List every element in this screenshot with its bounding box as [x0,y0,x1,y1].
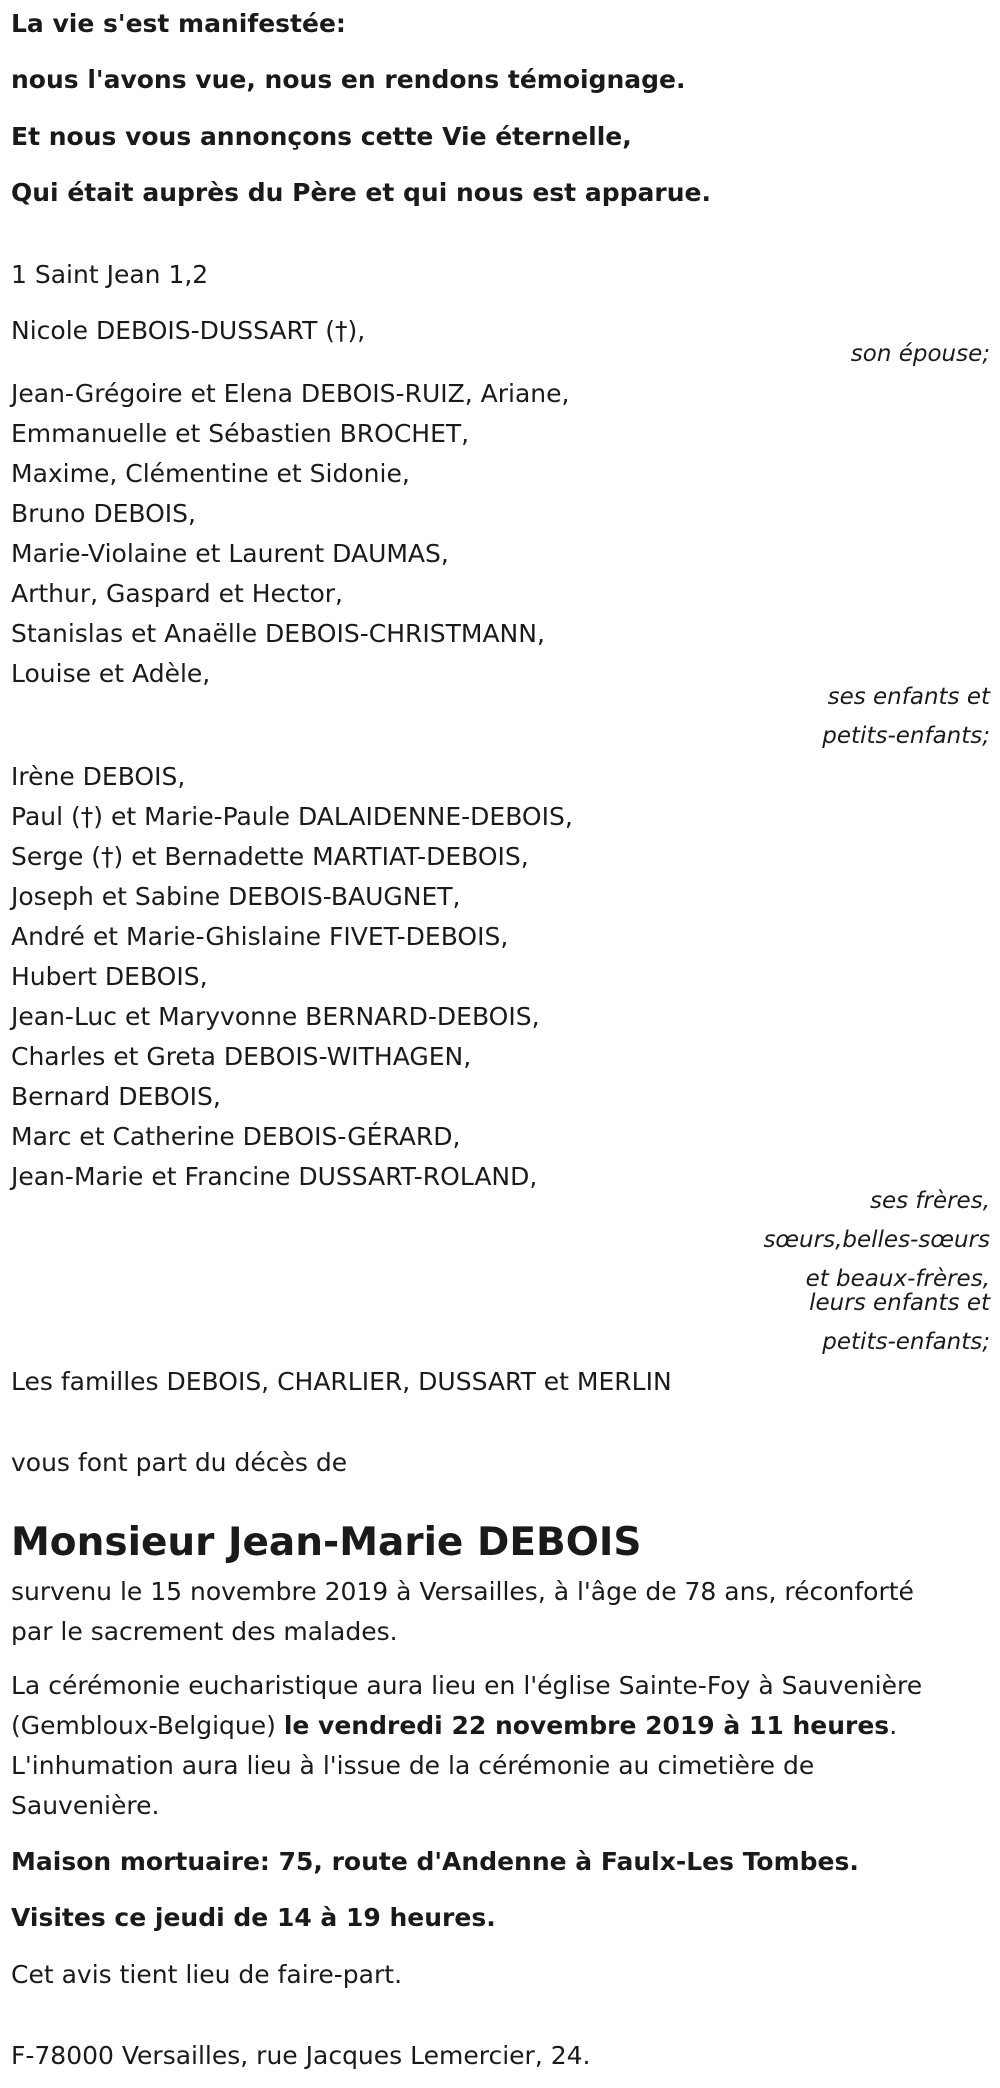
ceremony-date: le vendredi 22 novembre 2019 à 11 heures [283,1711,890,1740]
death-detail-line: survenu le 15 novembre 2019 à Versailles, à l'âge de 78 ans, réconforté [11,1577,914,1606]
verse-line-1: La vie s'est manifestée: [11,9,346,38]
families-line: Les familles DEBOIS, CHARLIER, DUSSART et MERLIN [11,1367,672,1396]
spouse-role: son épouse; [850,341,990,367]
deceased-name: Monsieur Jean-Marie DEBOIS [11,1520,642,1565]
child-line: Arthur, Gaspard et Hector, [11,579,343,608]
child-line: Louise et Adèle, [11,659,211,688]
avis-note: Cet avis tient lieu de faire-part. [11,1960,403,1989]
ceremony-line-2 [11,1706,897,1746]
child-line: Maxime, Clémentine et Sidonie, [11,459,410,488]
ceremony-period: . [889,1711,898,1740]
child-line: Jean-Grégoire et Elena DEBOIS-RUIZ, Ariane, [11,379,570,408]
death-detail-line: par le sacrement des malades. [11,1617,398,1646]
visites: Visites ce jeudi de 14 à 19 heures. [11,1903,496,1932]
sibling-line: Serge (†) et Bernadette MARTIAT-DEBOIS, [11,842,529,871]
siblings-role: et beaux-frères, [805,1266,990,1292]
sibling-line: Jean-Marie et Francine DUSSART-ROLAND, [11,1162,538,1191]
sibling-line: Paul (†) et Marie-Paule DALAIDENNE-DEBOIS, [11,802,573,831]
verse-line-3: Et nous vous annonçons cette Vie éternelle, [11,122,632,151]
children-role: ses enfants et [827,684,990,710]
maison-mortuaire: Maison mortuaire: 75, route d'Andenne à Faulx-Les Tombes. [11,1847,859,1876]
address: F-78000 Versailles, rue Jacques Lemercier, 24. [11,2041,591,2070]
verse-line-2: nous l'avons vue, nous en rendons témoignage. [11,65,686,94]
sibling-line: André et Marie-Ghislaine FIVET-DEBOIS, [11,922,509,951]
verse-line-4: Qui était auprès du Père et qui nous est apparue. [11,178,711,207]
sibling-line: Marc et Catherine DEBOIS-GÉRARD, [11,1122,461,1151]
siblings-role: leurs enfants et [809,1290,990,1316]
verse-reference: 1 Saint Jean 1,2 [11,260,209,289]
announce-line: vous font part du décès de [11,1448,348,1477]
child-line: Marie-Violaine et Laurent DAUMAS, [11,539,449,568]
sibling-line: Charles et Greta DEBOIS-WITHAGEN, [11,1042,472,1071]
siblings-role: ses frères, [869,1188,990,1214]
sibling-line: Jean-Luc et Maryvonne BERNARD-DEBOIS, [11,1002,540,1031]
child-line: Stanislas et Anaëlle DEBOIS-CHRISTMANN, [11,619,545,648]
child-line: Emmanuelle et Sébastien BROCHET, [11,419,470,448]
child-line: Bruno DEBOIS, [11,499,196,528]
spouse-name: Nicole DEBOIS-DUSSART (†), [11,316,366,345]
ceremony-line-1: La cérémonie eucharistique aura lieu en l'église Sainte-Foy à Sauvenière [11,1671,923,1700]
siblings-role: sœurs,belles-sœurs [763,1227,990,1253]
ceremony-place: (Gembloux-Belgique) [11,1711,284,1740]
children-role: petits-enfants; [822,723,990,749]
sibling-line: Irène DEBOIS, [11,762,186,791]
ceremony-line-3: L'inhumation aura lieu à l'issue de la cérémonie au cimetière de [11,1751,815,1780]
siblings-role: petits-enfants; [822,1329,990,1355]
sibling-line: Hubert DEBOIS, [11,962,208,991]
sibling-line: Joseph et Sabine DEBOIS-BAUGNET, [11,882,461,911]
ceremony-line-4: Sauvenière. [11,1791,160,1820]
sibling-line: Bernard DEBOIS, [11,1082,221,1111]
